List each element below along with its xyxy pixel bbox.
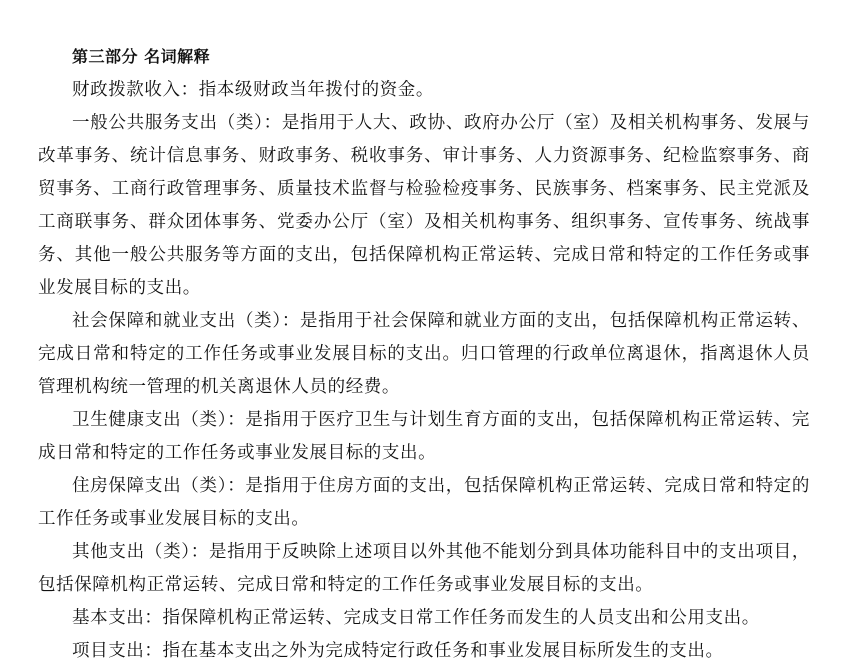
paragraph-basic-expenditure: 基本支出：指保障机构正常运转、完成支日常工作任务而发生的人员支出和公用支出。 <box>72 608 760 628</box>
paragraph-project-expenditure: 项目支出：指在基本支出之外为完成特定行政任务和事业发展目标所发生的支出。 <box>72 641 724 661</box>
paragraph-general-public-services: 一般公共服务支出（类）：是指用于人大、政协、政府办公厅（室）及相关机构事务、发展与改革事务、统计信息事务、财政事务、税收事务、审计事务、人力资源事务、纪检监察事务、商贸事务、工商行政管理事务、质量技术监督与检验检疫事务、民族事务、档案事务、民主党派及工商联事务、群众团体事务、党委办公厅（室）及相关机构事务、组织事务、宣传事务、统战事务、其他一般公共服务等方面的支出，包括保障机构正常运转、完成日常和特定的工作任务或事业发展目标的支出。 <box>38 113 810 298</box>
paragraph-social-security: 社会保障和就业支出（类）：是指用于社会保障和就业方面的支出，包括保障机构正常运转、完成日常和特定的工作任务或事业发展目标的支出。归口管理的行政单位离退休，指离退休人员管理机构统一管理的机关离退休人员的经费。 <box>38 311 810 397</box>
paragraph-housing: 住房保障支出（类）：是指用于住房方面的支出，包括保障机构正常运转、完成日常和特定的工作任务或事业发展目标的支出。 <box>38 476 810 529</box>
paragraph-health: 卫生健康支出（类）：是指用于医疗卫生与计划生育方面的支出，包括保障机构正常运转、完成日常和特定的工作任务或事业发展目标的支出。 <box>38 410 810 463</box>
paragraph-fiscal-revenue: 财政拨款收入：指本级财政当年拨付的资金。 <box>72 80 434 100</box>
paragraph-other-expenditure: 其他支出（类）：是指用于反映除上述项目以外其他不能划分到具体功能科目中的支出项目，包括保障机构正常运转、完成日常和特定的工作任务或事业发展目标的支出。 <box>38 542 810 595</box>
section-title: 第三部分 名词解释 <box>72 47 211 66</box>
document-page <box>38 40 810 668</box>
